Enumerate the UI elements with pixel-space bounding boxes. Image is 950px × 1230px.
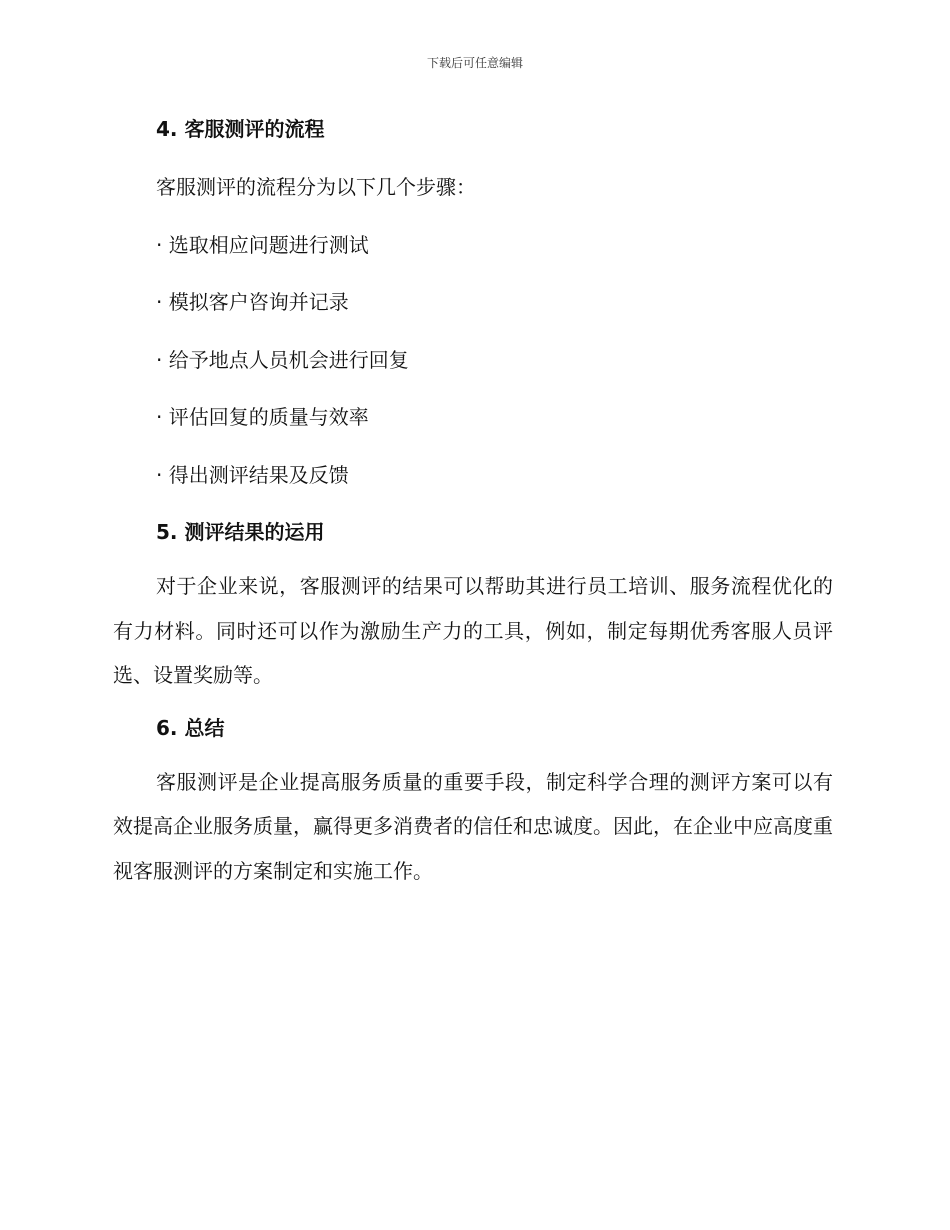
document-body <box>113 112 833 893</box>
step-item: · 评估回复的质量与效率 <box>156 405 369 429</box>
section-4-heading: 4. 客服测评的流程 <box>156 117 325 141</box>
step-item: · 模拟客户咨询并记录 <box>156 290 349 314</box>
section-6-body: 客服测评是企业提高服务质量的重要手段，制定科学合理的测评方案可以有效提高企业服务质量，赢得更多消费者的信任和忠诚度。因此，在企业中应高度重视客服测评的方案制定和实施工作。 <box>113 769 833 883</box>
section-5-body: 对于企业来说，客服测评的结果可以帮助其进行员工培训、服务流程优化的有力材料。同时还可以作为激励生产力的工具，例如，制定每期优秀客服人员评选、设置奖励等。 <box>113 574 833 687</box>
section-6-heading: 6. 总结 <box>156 715 225 740</box>
step-item: · 得出测评结果及反馈 <box>156 463 349 487</box>
step-item: · 给予地点人员机会进行回复 <box>156 348 409 372</box>
page-header: 下载后可任意编辑 <box>426 56 523 70</box>
section-4-intro: 客服测评的流程分为以下几个步骤： <box>156 175 476 199</box>
step-item: · 选取相应问题进行测试 <box>156 233 369 257</box>
section-5-heading: 5. 测评结果的运用 <box>156 520 325 544</box>
